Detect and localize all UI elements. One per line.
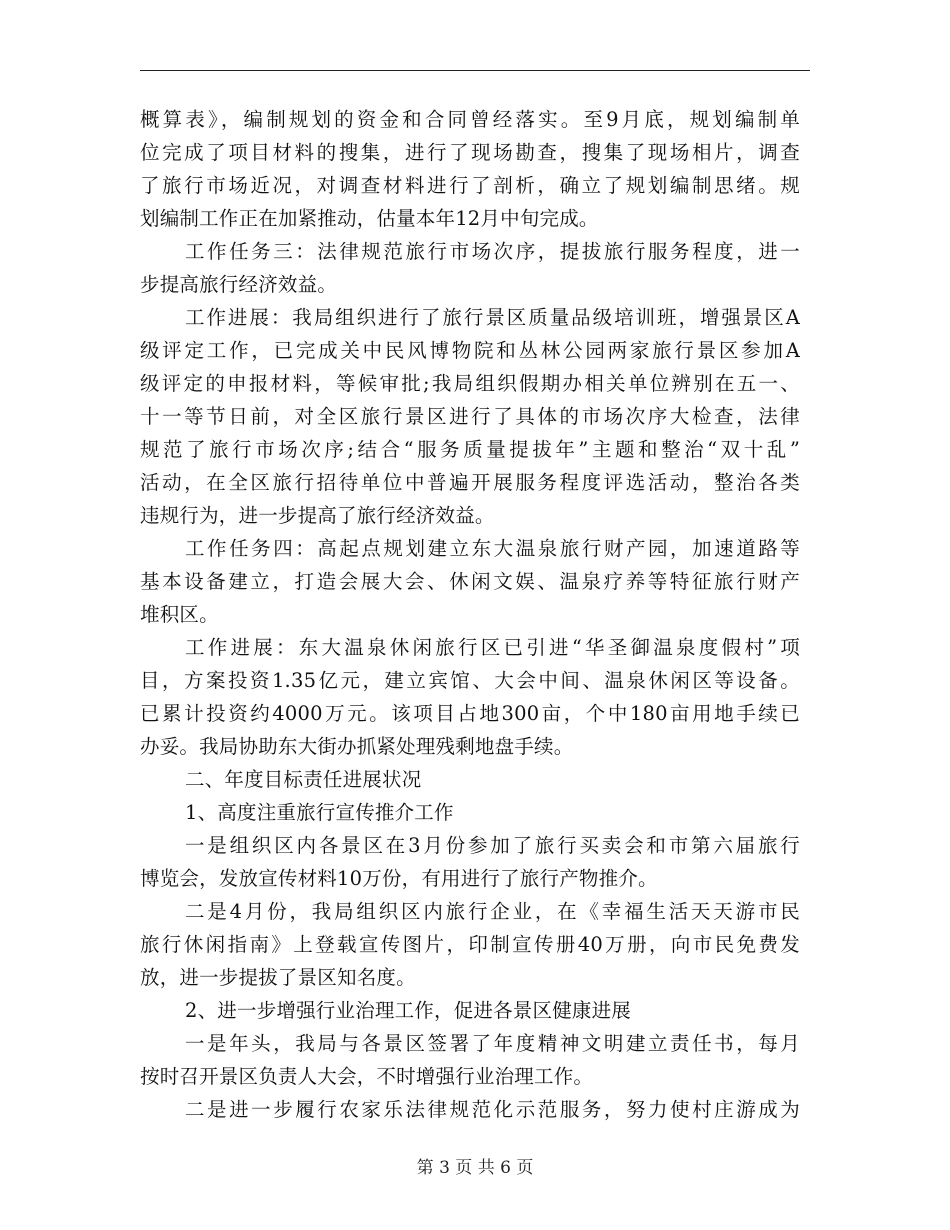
header-rule bbox=[140, 70, 810, 71]
text-line: 十一等节日前，对全区旅行景区进行了具体的市场次序大检查，法律 bbox=[140, 405, 800, 428]
text-line: 基本设备建立，打造会展大会、休闲文娱、温泉疗养等特征旅行财产 bbox=[140, 570, 800, 593]
paragraph-start: 工作任务三：法律规范旅行市场次序，提拔旅行服务程度，进一 bbox=[185, 240, 800, 263]
text-line: 按时召开景区负责人大会，不时增强行业治理工作。 bbox=[140, 1065, 594, 1088]
text-line: 违规行为，进一步提高了旅行经济效益。 bbox=[140, 504, 495, 527]
text-line: 堆积区。 bbox=[140, 603, 219, 626]
paragraph-start: 二是进一步履行农家乐法律规范化示范服务，努力使村庄游成为 bbox=[185, 1098, 800, 1121]
text-line: 规范了旅行市场次序;结合“服务质量提拔年”主题和整治“双十乱” bbox=[140, 438, 800, 461]
text-line: 办妥。我局协助东大街办抓紧处理残剩地盘手续。 bbox=[140, 735, 574, 758]
text-line: 博览会，发放宣传材料10万份，有用进行了旅行产物推介。 bbox=[140, 867, 658, 890]
text-line: 概算表》，编制规划的资金和合同曾经落实。至9月底，规划编制单 bbox=[140, 108, 800, 131]
subsection-heading: 1、高度注重旅行宣传推介工作 bbox=[185, 801, 454, 824]
text-line: 活动，在全区旅行招待单位中普遍开展服务程度评选活动，整治各类 bbox=[140, 471, 800, 494]
paragraph-start: 工作进展：我局组织进行了旅行景区质量品级培训班，增强景区A bbox=[185, 306, 800, 329]
text-line: 划编制工作正在加紧推动，估量本年12月中旬完成。 bbox=[140, 207, 599, 230]
document-body bbox=[140, 103, 800, 1126]
paragraph-start: 二是4月份，我局组织区内旅行企业，在《幸福生活天天游市民 bbox=[185, 900, 800, 923]
paragraph-start: 工作进展：东大温泉休闲旅行区已引进“华圣御温泉度假村”项 bbox=[185, 636, 800, 659]
paragraph-start: 一是组织区内各景区在3月份参加了旅行买卖会和市第六届旅行 bbox=[185, 834, 800, 857]
subsection-heading: 2、进一步增强行业治理工作，促进各景区健康进展 bbox=[185, 999, 632, 1022]
text-line: 旅行休闲指南》上登载宣传图片，印制宣传册40万册，向市民免费发 bbox=[140, 933, 800, 956]
text-line: 位完成了项目材料的搜集，进行了现场勘查，搜集了现场相片，调查 bbox=[140, 141, 800, 164]
text-line: 步提高旅行经济效益。 bbox=[140, 273, 338, 296]
paragraph-start: 工作任务四：高起点规划建立东大温泉旅行财产园，加速道路等 bbox=[185, 537, 800, 560]
text-line: 目，方案投资1.35亿元，建立宾馆、大会中间、温泉休闲区等设备。 bbox=[140, 669, 800, 692]
paragraph-start: 一是年头，我局与各景区签署了年度精神文明建立责任书，每月 bbox=[185, 1032, 800, 1055]
text-line: 了旅行市场近况，对调查材料进行了剖析，确立了规划编制思绪。规 bbox=[140, 174, 800, 197]
text-line: 级评定工作，已完成关中民风博物院和丛林公园两家旅行景区参加A bbox=[140, 339, 800, 362]
text-line: 放，进一步提拔了景区知名度。 bbox=[140, 966, 416, 989]
text-line: 级评定的申报材料，等候审批;我局组织假期办相关单位辨别在五一、 bbox=[140, 372, 800, 395]
section-heading: 二、年度目标责任进展状况 bbox=[185, 768, 422, 791]
text-line: 已累计投资约4000万元。该项目占地300亩，个中180亩用地手续已 bbox=[140, 702, 800, 725]
page-number-footer: 第 3 页 共 6 页 bbox=[416, 1158, 534, 1178]
